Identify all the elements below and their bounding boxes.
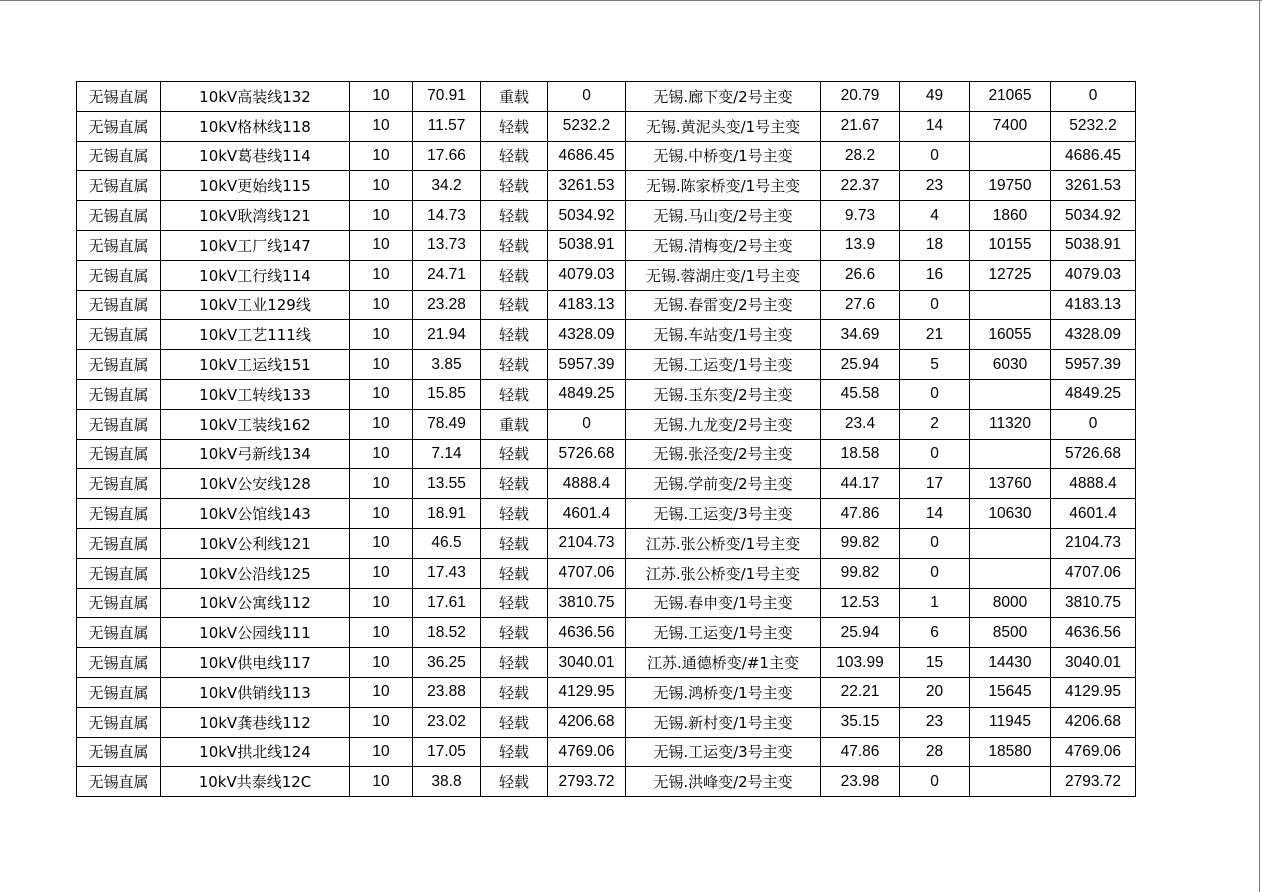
- cell-transformer-load-rate: 22.21: [821, 677, 900, 707]
- cell-voltage: 10: [350, 439, 413, 469]
- cell-company: 无锡直属: [77, 201, 161, 231]
- cell-load-status: 轻载: [481, 260, 548, 290]
- cell-voltage: 10: [350, 648, 413, 678]
- cell-transformer-load-rate: 25.94: [821, 618, 900, 648]
- cell-substation-transformer: 无锡.黄泥头变/1号主变: [626, 111, 821, 141]
- cell-user-count: 21: [900, 320, 970, 350]
- table-row: [77, 379, 1136, 409]
- cell-available-capacity: 0: [548, 82, 626, 112]
- cell-load-rate: 17.05: [413, 737, 481, 767]
- cell-voltage: 10: [350, 230, 413, 260]
- cell-line-name: 10kV工艺111线: [161, 320, 350, 350]
- cell-load-rate: 23.28: [413, 290, 481, 320]
- cell-company: 无锡直属: [77, 141, 161, 171]
- cell-transformer-load-rate: 21.67: [821, 111, 900, 141]
- cell-user-count: 14: [900, 499, 970, 529]
- cell-voltage: 10: [350, 469, 413, 499]
- cell-available-capacity: 4849.25: [548, 379, 626, 409]
- cell-voltage: 10: [350, 588, 413, 618]
- table-row: [77, 558, 1136, 588]
- cell-user-count: 0: [900, 439, 970, 469]
- cell-user-capacity: [970, 558, 1051, 588]
- cell-substation-transformer: 无锡.张泾变/2号主变: [626, 439, 821, 469]
- cell-remaining-capacity: 4769.06: [1051, 737, 1136, 767]
- cell-user-count: 18: [900, 230, 970, 260]
- cell-substation-transformer: 无锡.玉东变/2号主变: [626, 379, 821, 409]
- cell-remaining-capacity: 3810.75: [1051, 588, 1136, 618]
- cell-user-count: 0: [900, 528, 970, 558]
- cell-substation-transformer: 无锡.春雷变/2号主变: [626, 290, 821, 320]
- cell-user-count: 0: [900, 141, 970, 171]
- cell-substation-transformer: 江苏.张公桥变/1号主变: [626, 558, 821, 588]
- cell-line-name: 10kV工运线151: [161, 350, 350, 380]
- cell-line-name: 10kV供销线113: [161, 677, 350, 707]
- cell-available-capacity: 2793.72: [548, 767, 626, 797]
- cell-company: 无锡直属: [77, 528, 161, 558]
- page-right-border: [1259, 0, 1260, 892]
- table-row: [77, 618, 1136, 648]
- cell-available-capacity: 2104.73: [548, 528, 626, 558]
- table-body: [77, 82, 1136, 797]
- cell-line-name: 10kV工业129线: [161, 290, 350, 320]
- cell-transformer-load-rate: 27.6: [821, 290, 900, 320]
- cell-transformer-load-rate: 26.6: [821, 260, 900, 290]
- cell-user-capacity: [970, 767, 1051, 797]
- cell-remaining-capacity: 4328.09: [1051, 320, 1136, 350]
- cell-company: 无锡直属: [77, 707, 161, 737]
- cell-voltage: 10: [350, 677, 413, 707]
- cell-substation-transformer: 无锡.蓉湖庄变/1号主变: [626, 260, 821, 290]
- cell-remaining-capacity: 0: [1051, 82, 1136, 112]
- cell-remaining-capacity: 5957.39: [1051, 350, 1136, 380]
- cell-user-capacity: 8500: [970, 618, 1051, 648]
- cell-user-count: 17: [900, 469, 970, 499]
- table-row: [77, 588, 1136, 618]
- cell-user-count: 15: [900, 648, 970, 678]
- cell-voltage: 10: [350, 528, 413, 558]
- cell-transformer-load-rate: 103.99: [821, 648, 900, 678]
- cell-company: 无锡直属: [77, 737, 161, 767]
- cell-load-rate: 17.66: [413, 141, 481, 171]
- cell-load-status: 重载: [481, 409, 548, 439]
- cell-available-capacity: 5034.92: [548, 201, 626, 231]
- cell-company: 无锡直属: [77, 648, 161, 678]
- table-row: [77, 409, 1136, 439]
- table-row: [77, 141, 1136, 171]
- cell-voltage: 10: [350, 111, 413, 141]
- cell-load-status: 轻载: [481, 737, 548, 767]
- cell-line-name: 10kV拱北线124: [161, 737, 350, 767]
- cell-user-count: 20: [900, 677, 970, 707]
- cell-substation-transformer: 无锡.廊下变/2号主变: [626, 82, 821, 112]
- table-row: [77, 469, 1136, 499]
- cell-load-rate: 70.91: [413, 82, 481, 112]
- cell-voltage: 10: [350, 171, 413, 201]
- cell-voltage: 10: [350, 260, 413, 290]
- table-row: [77, 707, 1136, 737]
- cell-load-status: 轻载: [481, 320, 548, 350]
- cell-available-capacity: 4707.06: [548, 558, 626, 588]
- cell-load-status: 轻载: [481, 618, 548, 648]
- cell-load-rate: 78.49: [413, 409, 481, 439]
- cell-company: 无锡直属: [77, 171, 161, 201]
- cell-remaining-capacity: 3040.01: [1051, 648, 1136, 678]
- cell-voltage: 10: [350, 737, 413, 767]
- table-row: [77, 499, 1136, 529]
- cell-transformer-load-rate: 47.86: [821, 499, 900, 529]
- cell-load-rate: 14.73: [413, 201, 481, 231]
- cell-available-capacity: 5957.39: [548, 350, 626, 380]
- cell-load-rate: 17.61: [413, 588, 481, 618]
- cell-substation-transformer: 无锡.清梅变/2号主变: [626, 230, 821, 260]
- cell-voltage: 10: [350, 141, 413, 171]
- cell-company: 无锡直属: [77, 499, 161, 529]
- cell-available-capacity: 4686.45: [548, 141, 626, 171]
- cell-load-status: 轻载: [481, 469, 548, 499]
- cell-line-name: 10kV公馆线143: [161, 499, 350, 529]
- cell-company: 无锡直属: [77, 618, 161, 648]
- table-row: [77, 171, 1136, 201]
- cell-company: 无锡直属: [77, 558, 161, 588]
- cell-company: 无锡直属: [77, 111, 161, 141]
- cell-transformer-load-rate: 99.82: [821, 528, 900, 558]
- cell-voltage: 10: [350, 707, 413, 737]
- cell-available-capacity: 4183.13: [548, 290, 626, 320]
- cell-company: 无锡直属: [77, 82, 161, 112]
- cell-user-capacity: [970, 290, 1051, 320]
- table-row: [77, 677, 1136, 707]
- cell-remaining-capacity: 4707.06: [1051, 558, 1136, 588]
- cell-available-capacity: 4769.06: [548, 737, 626, 767]
- cell-substation-transformer: 无锡.中桥变/1号主变: [626, 141, 821, 171]
- table-row: [77, 290, 1136, 320]
- table-row: [77, 528, 1136, 558]
- cell-voltage: 10: [350, 409, 413, 439]
- cell-user-capacity: 18580: [970, 737, 1051, 767]
- cell-available-capacity: 4636.56: [548, 618, 626, 648]
- cell-substation-transformer: 无锡.九龙变/2号主变: [626, 409, 821, 439]
- cell-transformer-load-rate: 45.58: [821, 379, 900, 409]
- cell-company: 无锡直属: [77, 320, 161, 350]
- cell-load-rate: 23.02: [413, 707, 481, 737]
- cell-user-capacity: 11945: [970, 707, 1051, 737]
- cell-transformer-load-rate: 23.98: [821, 767, 900, 797]
- cell-user-capacity: 8000: [970, 588, 1051, 618]
- cell-remaining-capacity: 4686.45: [1051, 141, 1136, 171]
- cell-line-name: 10kV工转线133: [161, 379, 350, 409]
- table-row: [77, 320, 1136, 350]
- cell-remaining-capacity: 2104.73: [1051, 528, 1136, 558]
- cell-substation-transformer: 无锡.马山变/2号主变: [626, 201, 821, 231]
- cell-load-rate: 46.5: [413, 528, 481, 558]
- cell-transformer-load-rate: 99.82: [821, 558, 900, 588]
- cell-company: 无锡直属: [77, 588, 161, 618]
- cell-load-rate: 7.14: [413, 439, 481, 469]
- page-top-border: [0, 0, 1262, 1]
- cell-load-status: 重载: [481, 82, 548, 112]
- cell-remaining-capacity: 5232.2: [1051, 111, 1136, 141]
- cell-voltage: 10: [350, 350, 413, 380]
- cell-line-name: 10kV工厂线147: [161, 230, 350, 260]
- cell-load-status: 轻载: [481, 111, 548, 141]
- cell-voltage: 10: [350, 558, 413, 588]
- cell-load-status: 轻载: [481, 379, 548, 409]
- cell-company: 无锡直属: [77, 677, 161, 707]
- cell-user-count: 1: [900, 588, 970, 618]
- cell-load-status: 轻载: [481, 141, 548, 171]
- cell-substation-transformer: 无锡.学前变/2号主变: [626, 469, 821, 499]
- cell-remaining-capacity: 4206.68: [1051, 707, 1136, 737]
- cell-load-rate: 13.73: [413, 230, 481, 260]
- cell-available-capacity: 3810.75: [548, 588, 626, 618]
- cell-substation-transformer: 无锡.工运变/3号主变: [626, 499, 821, 529]
- cell-user-capacity: [970, 141, 1051, 171]
- cell-remaining-capacity: 5726.68: [1051, 439, 1136, 469]
- cell-transformer-load-rate: 18.58: [821, 439, 900, 469]
- cell-line-name: 10kV龚巷线112: [161, 707, 350, 737]
- cell-remaining-capacity: 5038.91: [1051, 230, 1136, 260]
- cell-company: 无锡直属: [77, 409, 161, 439]
- cell-company: 无锡直属: [77, 290, 161, 320]
- cell-available-capacity: 3040.01: [548, 648, 626, 678]
- cell-user-capacity: [970, 439, 1051, 469]
- table-row: [77, 230, 1136, 260]
- cell-user-capacity: 11320: [970, 409, 1051, 439]
- cell-load-rate: 3.85: [413, 350, 481, 380]
- cell-substation-transformer: 无锡.工运变/3号主变: [626, 737, 821, 767]
- cell-user-count: 0: [900, 558, 970, 588]
- cell-company: 无锡直属: [77, 230, 161, 260]
- cell-line-name: 10kV公利线121: [161, 528, 350, 558]
- cell-load-rate: 17.43: [413, 558, 481, 588]
- table-row: [77, 260, 1136, 290]
- cell-company: 无锡直属: [77, 379, 161, 409]
- cell-substation-transformer: 无锡.工运变/1号主变: [626, 618, 821, 648]
- cell-load-status: 轻载: [481, 171, 548, 201]
- cell-line-name: 10kV高装线132: [161, 82, 350, 112]
- cell-remaining-capacity: 2793.72: [1051, 767, 1136, 797]
- cell-substation-transformer: 无锡.洪峰变/2号主变: [626, 767, 821, 797]
- cell-voltage: 10: [350, 499, 413, 529]
- cell-load-status: 轻载: [481, 528, 548, 558]
- cell-user-count: 23: [900, 707, 970, 737]
- cell-remaining-capacity: 0: [1051, 409, 1136, 439]
- cell-remaining-capacity: 4601.4: [1051, 499, 1136, 529]
- cell-line-name: 10kV耿湾线121: [161, 201, 350, 231]
- cell-transformer-load-rate: 22.37: [821, 171, 900, 201]
- cell-user-count: 16: [900, 260, 970, 290]
- cell-load-status: 轻载: [481, 290, 548, 320]
- cell-load-rate: 23.88: [413, 677, 481, 707]
- cell-substation-transformer: 无锡.车站变/1号主变: [626, 320, 821, 350]
- cell-substation-transformer: 无锡.工运变/1号主变: [626, 350, 821, 380]
- cell-load-status: 轻载: [481, 439, 548, 469]
- cell-load-status: 轻载: [481, 588, 548, 618]
- cell-company: 无锡直属: [77, 439, 161, 469]
- cell-user-count: 49: [900, 82, 970, 112]
- cell-voltage: 10: [350, 379, 413, 409]
- cell-remaining-capacity: 5034.92: [1051, 201, 1136, 231]
- table-row: [77, 737, 1136, 767]
- cell-load-rate: 18.91: [413, 499, 481, 529]
- feeder-load-table: [76, 81, 1136, 797]
- cell-load-status: 轻载: [481, 767, 548, 797]
- cell-transformer-load-rate: 13.9: [821, 230, 900, 260]
- cell-load-rate: 36.25: [413, 648, 481, 678]
- cell-load-rate: 24.71: [413, 260, 481, 290]
- cell-available-capacity: 5726.68: [548, 439, 626, 469]
- cell-line-name: 10kV公安线128: [161, 469, 350, 499]
- table-row: [77, 111, 1136, 141]
- cell-voltage: 10: [350, 82, 413, 112]
- cell-load-status: 轻载: [481, 707, 548, 737]
- cell-load-status: 轻载: [481, 648, 548, 678]
- cell-user-capacity: 16055: [970, 320, 1051, 350]
- table-row: [77, 82, 1136, 112]
- cell-user-capacity: [970, 379, 1051, 409]
- cell-remaining-capacity: 4183.13: [1051, 290, 1136, 320]
- cell-line-name: 10kV共泰线12C: [161, 767, 350, 797]
- cell-user-count: 6: [900, 618, 970, 648]
- cell-load-rate: 38.8: [413, 767, 481, 797]
- cell-load-rate: 11.57: [413, 111, 481, 141]
- cell-transformer-load-rate: 12.53: [821, 588, 900, 618]
- cell-substation-transformer: 无锡.春申变/1号主变: [626, 588, 821, 618]
- cell-load-status: 轻载: [481, 350, 548, 380]
- cell-remaining-capacity: 4636.56: [1051, 618, 1136, 648]
- cell-user-capacity: 13760: [970, 469, 1051, 499]
- cell-line-name: 10kV格林线118: [161, 111, 350, 141]
- cell-user-count: 28: [900, 737, 970, 767]
- cell-transformer-load-rate: 9.73: [821, 201, 900, 231]
- cell-line-name: 10kV工装线162: [161, 409, 350, 439]
- cell-available-capacity: 4601.4: [548, 499, 626, 529]
- cell-available-capacity: 5038.91: [548, 230, 626, 260]
- cell-substation-transformer: 无锡.陈家桥变/1号主变: [626, 171, 821, 201]
- cell-user-count: 14: [900, 111, 970, 141]
- cell-line-name: 10kV工行线114: [161, 260, 350, 290]
- cell-line-name: 10kV葛巷线114: [161, 141, 350, 171]
- cell-user-capacity: 14430: [970, 648, 1051, 678]
- cell-line-name: 10kV更始线115: [161, 171, 350, 201]
- cell-line-name: 10kV供电线117: [161, 648, 350, 678]
- cell-transformer-load-rate: 47.86: [821, 737, 900, 767]
- cell-user-capacity: 1860: [970, 201, 1051, 231]
- cell-user-capacity: 19750: [970, 171, 1051, 201]
- cell-user-capacity: 6030: [970, 350, 1051, 380]
- cell-available-capacity: 4888.4: [548, 469, 626, 499]
- cell-user-capacity: 7400: [970, 111, 1051, 141]
- cell-load-rate: 15.85: [413, 379, 481, 409]
- table-row: [77, 767, 1136, 797]
- cell-load-status: 轻载: [481, 558, 548, 588]
- cell-user-capacity: [970, 528, 1051, 558]
- cell-load-status: 轻载: [481, 230, 548, 260]
- cell-transformer-load-rate: 23.4: [821, 409, 900, 439]
- cell-user-count: 23: [900, 171, 970, 201]
- cell-user-count: 5: [900, 350, 970, 380]
- table-row: [77, 350, 1136, 380]
- cell-user-count: 0: [900, 290, 970, 320]
- cell-load-rate: 21.94: [413, 320, 481, 350]
- cell-transformer-load-rate: 44.17: [821, 469, 900, 499]
- cell-substation-transformer: 无锡.鸿桥变/1号主变: [626, 677, 821, 707]
- cell-user-count: 2: [900, 409, 970, 439]
- cell-user-capacity: 12725: [970, 260, 1051, 290]
- cell-available-capacity: 4206.68: [548, 707, 626, 737]
- cell-company: 无锡直属: [77, 260, 161, 290]
- cell-voltage: 10: [350, 320, 413, 350]
- cell-user-count: 0: [900, 767, 970, 797]
- cell-available-capacity: 4328.09: [548, 320, 626, 350]
- cell-user-capacity: 10155: [970, 230, 1051, 260]
- cell-line-name: 10kV公寓线112: [161, 588, 350, 618]
- table-row: [77, 648, 1136, 678]
- table-row: [77, 201, 1136, 231]
- cell-available-capacity: 3261.53: [548, 171, 626, 201]
- cell-company: 无锡直属: [77, 767, 161, 797]
- cell-remaining-capacity: 3261.53: [1051, 171, 1136, 201]
- cell-voltage: 10: [350, 290, 413, 320]
- cell-remaining-capacity: 4129.95: [1051, 677, 1136, 707]
- cell-load-status: 轻载: [481, 201, 548, 231]
- cell-available-capacity: 4129.95: [548, 677, 626, 707]
- cell-line-name: 10kV公沿线125: [161, 558, 350, 588]
- cell-line-name: 10kV公园线111: [161, 618, 350, 648]
- cell-available-capacity: 5232.2: [548, 111, 626, 141]
- cell-transformer-load-rate: 20.79: [821, 82, 900, 112]
- cell-remaining-capacity: 4079.03: [1051, 260, 1136, 290]
- cell-substation-transformer: 江苏.张公桥变/1号主变: [626, 528, 821, 558]
- cell-load-status: 轻载: [481, 677, 548, 707]
- cell-load-rate: 18.52: [413, 618, 481, 648]
- cell-load-rate: 34.2: [413, 171, 481, 201]
- cell-remaining-capacity: 4849.25: [1051, 379, 1136, 409]
- cell-user-capacity: 15645: [970, 677, 1051, 707]
- cell-company: 无锡直属: [77, 469, 161, 499]
- cell-transformer-load-rate: 35.15: [821, 707, 900, 737]
- cell-voltage: 10: [350, 618, 413, 648]
- cell-user-count: 4: [900, 201, 970, 231]
- cell-company: 无锡直属: [77, 350, 161, 380]
- cell-load-status: 轻载: [481, 499, 548, 529]
- cell-user-capacity: 10630: [970, 499, 1051, 529]
- cell-transformer-load-rate: 28.2: [821, 141, 900, 171]
- cell-available-capacity: 4079.03: [548, 260, 626, 290]
- table-row: [77, 439, 1136, 469]
- cell-transformer-load-rate: 25.94: [821, 350, 900, 380]
- cell-load-rate: 13.55: [413, 469, 481, 499]
- cell-transformer-load-rate: 34.69: [821, 320, 900, 350]
- cell-substation-transformer: 无锡.新村变/1号主变: [626, 707, 821, 737]
- cell-line-name: 10kV弓新线134: [161, 439, 350, 469]
- cell-user-capacity: 21065: [970, 82, 1051, 112]
- cell-user-count: 0: [900, 379, 970, 409]
- cell-voltage: 10: [350, 201, 413, 231]
- cell-available-capacity: 0: [548, 409, 626, 439]
- cell-voltage: 10: [350, 767, 413, 797]
- cell-remaining-capacity: 4888.4: [1051, 469, 1136, 499]
- cell-substation-transformer: 江苏.通德桥变/#1主变: [626, 648, 821, 678]
